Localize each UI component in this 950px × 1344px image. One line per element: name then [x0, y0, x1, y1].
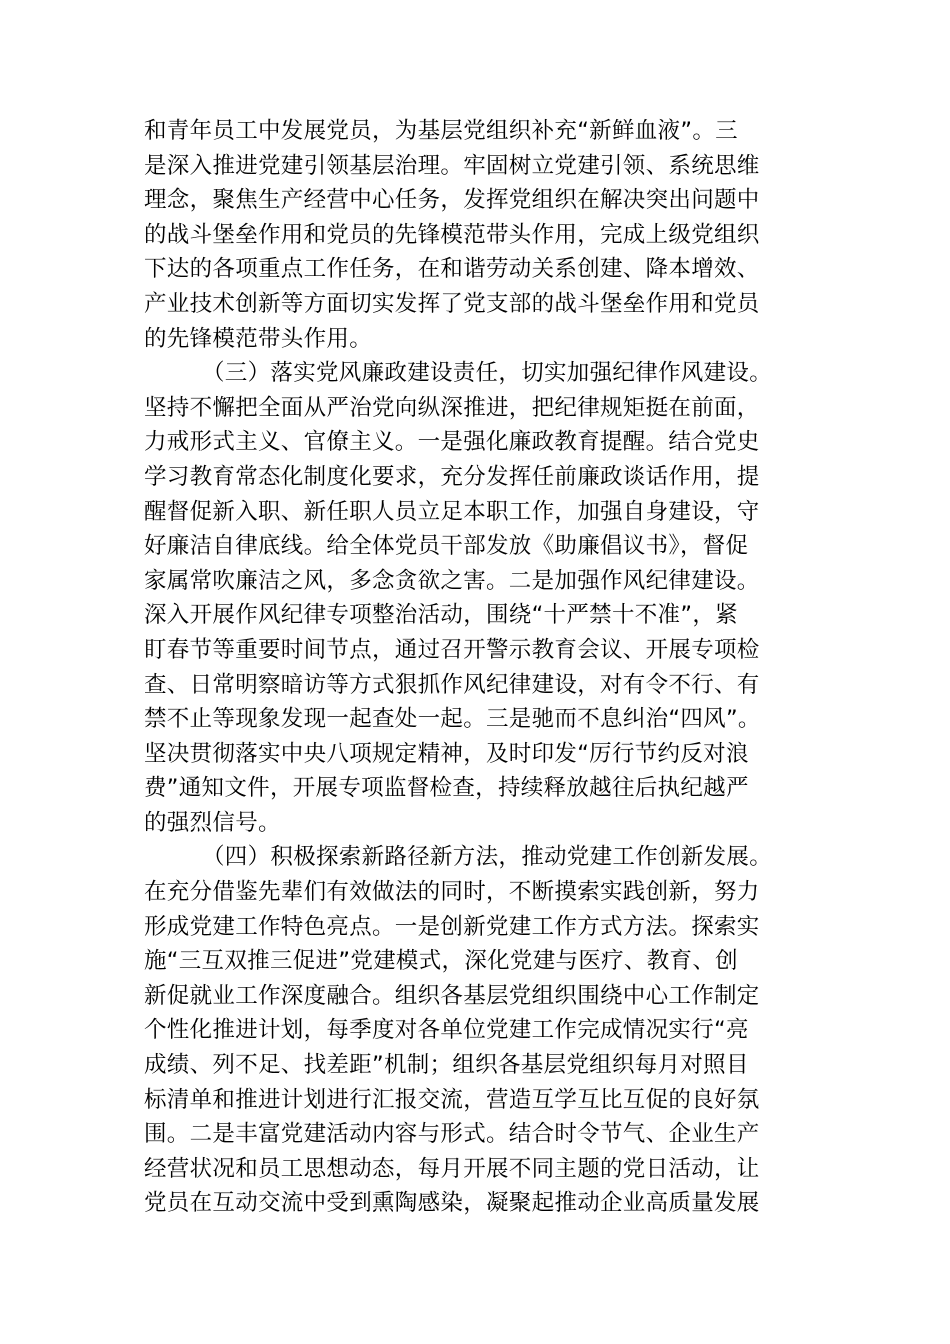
- text-line: 坚决贯彻落实中央八项规定精神，及时印发“厉行节约反对浪: [144, 740, 749, 767]
- text-line: 禁不止等现象发现一起查处一起。三是驰而不息纠治“四风”。: [144, 706, 761, 733]
- text-line: 施“三互双推三促进”党建模式，深化党建与医疗、教育、创: [144, 948, 738, 975]
- text-line: 坚持不懈把全面从严治党向纵深推进，把纪律规矩挺在前面，: [144, 394, 760, 421]
- text-line: 产业技术创新等方面切实发挥了党支部的战斗堡垒作用和党员: [144, 290, 760, 317]
- text-line: 费”通知文件，开展专项监督检查，持续释放越往后执纪越严: [144, 775, 749, 802]
- text-line: 个性化推进计划，每季度对各单位党建工作完成情况实行“亮: [144, 1017, 749, 1044]
- text-line: （三）落实党风廉政建设责任，切实加强纪律作风建设。: [202, 360, 773, 387]
- text-line: 经营状况和员工思想动态，每月开展不同主题的党日活动，让: [144, 1155, 760, 1182]
- text-line: 盯春节等重要时间节点，通过召开警示教育会议、开展专项检: [144, 636, 760, 663]
- text-line: 的战斗堡垒作用和党员的先锋模范带头作用，完成上级党组织: [144, 221, 760, 248]
- text-line: 在充分借鉴先辈们有效做法的同时，不断摸索实践创新，努力: [144, 879, 760, 906]
- text-line: 下达的各项重点工作任务，在和谐劳动关系创建、降本增效、: [144, 256, 760, 283]
- text-line: 醒督促新入职、新任职人员立足本职工作，加强自身建设，守: [144, 498, 760, 525]
- text-line: 围。二是丰富党建活动内容与形式。结合时令节气、企业生产: [144, 1121, 760, 1148]
- text-line: 好廉洁自律底线。给全体党员干部发放《助廉倡议书》，督促: [144, 533, 749, 560]
- text-line: 理念，聚焦生产经营中心任务，发挥党组织在解决突出问题中: [144, 187, 760, 214]
- text-line: 的强烈信号。: [144, 809, 281, 836]
- text-line: 深入开展作风纪律专项整治活动，围绕“十严禁十不准”，紧: [144, 602, 738, 629]
- text-line: 成绩、列不足、找差距”机制；组织各基层党组织每月对照目: [144, 1052, 749, 1079]
- document-body: [144, 114, 808, 1221]
- text-line: 和青年员工中发展党员，为基层党组织补充“新鲜血液”。三: [144, 118, 738, 144]
- text-line: 形成党建工作特色亮点。一是创新党建工作方式方法。探索实: [144, 913, 760, 940]
- text-line: 的先锋模范带头作用。: [144, 325, 373, 352]
- text-line: 家属常吹廉洁之风，多念贪欲之害。二是加强作风纪律建设。: [144, 567, 760, 594]
- text-line: 是深入推进党建引领基层治理。牢固树立党建引领、系统思维: [144, 152, 760, 179]
- text-line: 力戒形式主义、官僚主义。一是强化廉政教育提醒。结合党史: [144, 429, 760, 456]
- text-line: 学习教育常态化制度化要求，充分发挥任前廉政谈话作用，提: [144, 463, 760, 490]
- text-line: 标清单和推进计划进行汇报交流，营造互学互比互促的良好氛: [144, 1086, 760, 1113]
- text-line: 党员在互动交流中受到熏陶感染，凝聚起推动企业高质量发展: [144, 1190, 760, 1217]
- text-line: 新促就业工作深度融合。组织各基层党组织围绕中心工作制定: [144, 982, 760, 1009]
- text-line: （四）积极探索新路径新方法，推动党建工作创新发展。: [202, 844, 773, 871]
- text-line: 查、日常明察暗访等方式狠抓作风纪律建设，对有令不行、有: [144, 671, 760, 698]
